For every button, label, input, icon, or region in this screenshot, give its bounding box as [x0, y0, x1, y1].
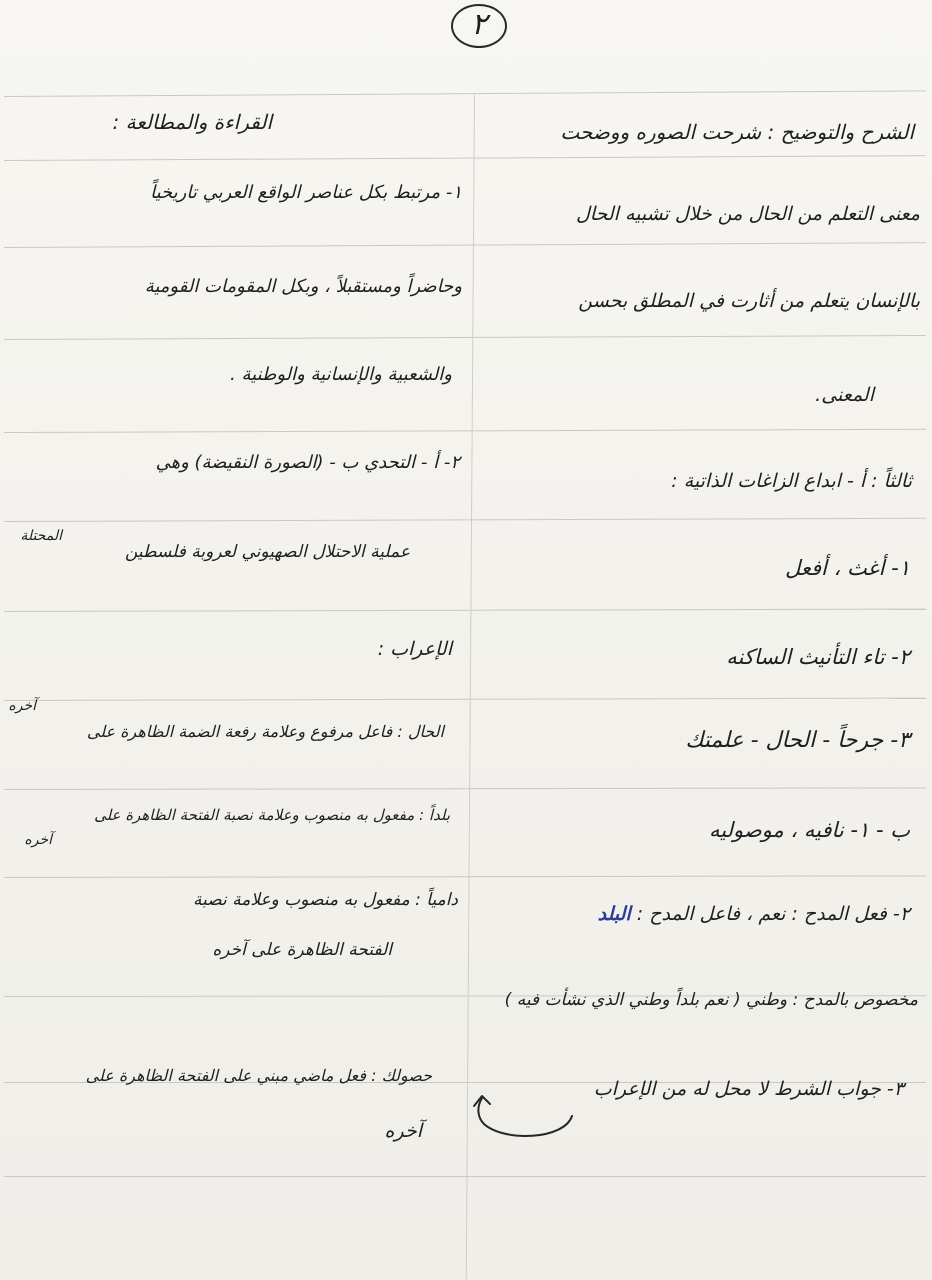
ruled-line: [4, 1176, 926, 1177]
right-line-6: ٢- تاء التأنيث الساكنه: [726, 645, 910, 669]
ruled-line: [4, 429, 926, 433]
right-line-11: ٣- جواب الشرط لا محل له من الإعراب: [593, 1078, 904, 1100]
ruled-line: [4, 875, 926, 878]
left-line-2: وحاضراً ومستقبلاً ، وبكل المقومات القومية: [144, 276, 462, 297]
right-line-9-word: البلد: [597, 903, 631, 925]
left-line-8-cont: آخره: [24, 832, 52, 848]
ruled-line: [4, 609, 926, 612]
left-line-7: الحال : فاعل مرفوع وعلامة رفعة الضمة الظاهرة على: [86, 722, 444, 741]
left-line-10: الفتحة الظاهرة على آخره: [212, 940, 392, 960]
ruled-line: [4, 787, 926, 790]
right-heading: الشرح والتوضيح : شرحت الصوره ووضحت: [560, 120, 914, 144]
left-line-3: والشعبية والإنسانية والوطنية .: [230, 364, 452, 385]
ruled-line: [4, 155, 926, 161]
right-line-10: مخصوص بالمدح : وطني ( نعم بلداً وطني الذي نشأت فيه ): [504, 990, 918, 1010]
curved-arrow-icon: [454, 1084, 594, 1144]
right-line-9: [598, 903, 910, 926]
left-line-11: حصولك : فعل ماضي مبني على الفتحة الظاهرة على: [85, 1066, 432, 1085]
right-line-5: ١- أغث ، أفعل: [784, 556, 910, 580]
right-line-4: ثالثاً : أ - ابداع الزاغات الذاتية :: [671, 470, 912, 492]
left-line-1: ١- مرتبط بكل عناصر الواقع العربي تاريخياً: [150, 182, 462, 203]
left-line-5-margin: المحتلة: [20, 528, 62, 544]
ruled-line: [4, 335, 926, 340]
right-line-3: المعنى.: [815, 384, 874, 406]
left-line-4: ٢- أ - التحدي ب - (الصورة النقيضة) وهي: [155, 452, 460, 473]
left-heading: القراءة والمطالعة :: [112, 110, 272, 134]
right-line-8: ب - ١- نافيه ، موصوليه: [708, 818, 910, 842]
ruled-line: [4, 242, 926, 248]
left-line-5: عملية الاحتلال الصهيوني لعروبة فلسطين: [124, 542, 410, 562]
right-line-2: بالإنسان يتعلم من أثارت في المطلق بحسن: [578, 290, 920, 312]
right-line-9-text: ٢- فعل المدح : نعم ، فاعل المدح :: [636, 903, 910, 925]
left-line-9: دامياً : مفعول به منصوب وعلامة نصبة: [193, 890, 458, 910]
ruled-line: [4, 90, 926, 97]
ruled-line: [4, 518, 926, 522]
left-line-7-margin: آخره: [8, 698, 36, 714]
right-line-7: ٣- جرحاً - الحال - علمتك: [685, 728, 910, 753]
left-line-8: بلداً : مفعول به منصوب وعلامة نصبة الفتحة الظاهرة على: [94, 806, 450, 824]
page-number: ٢: [451, 4, 507, 48]
ruled-line: [4, 698, 926, 701]
left-line-6: الإعراب :: [377, 638, 452, 660]
left-line-12: آخره: [384, 1120, 422, 1142]
right-line-1: معنى التعلم من الحال من خلال تشبيه الحال: [575, 203, 920, 225]
